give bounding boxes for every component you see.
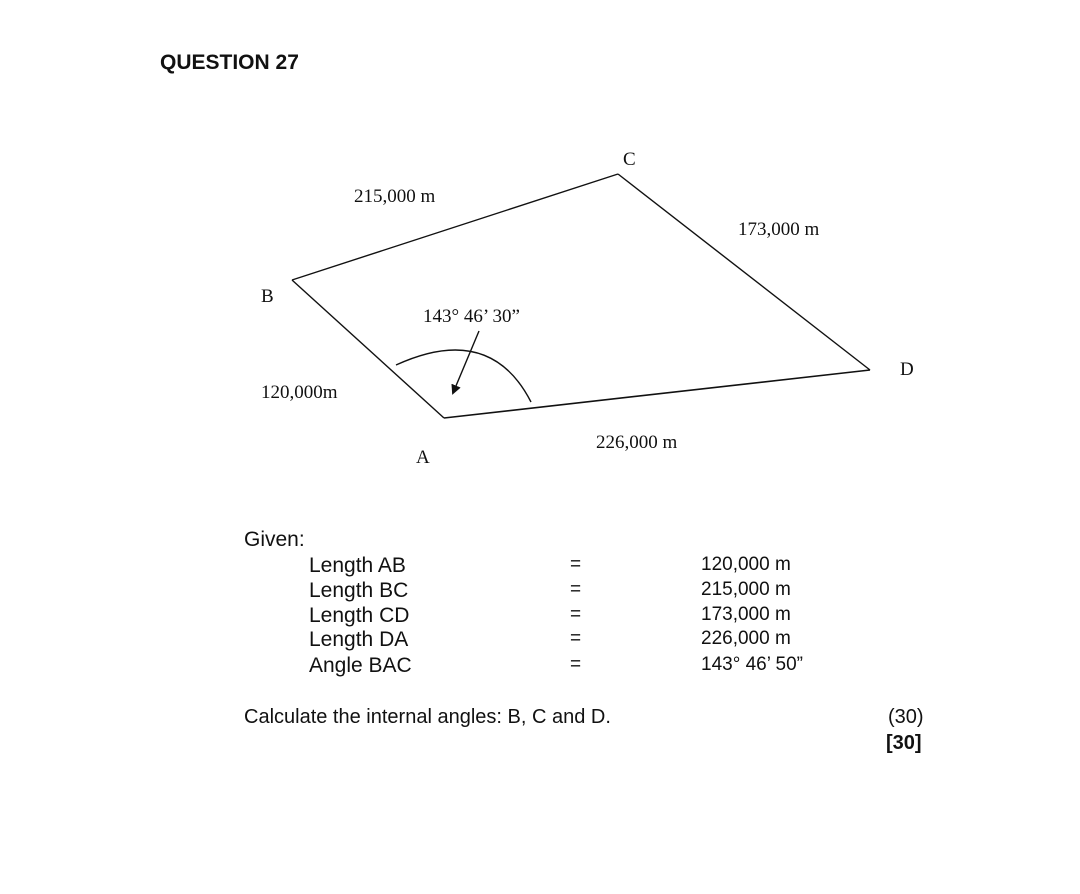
given-value: 226,000 m xyxy=(701,628,791,649)
given-value: 215,000 m xyxy=(701,579,791,600)
given-name: Length AB xyxy=(309,554,406,577)
angle-arc xyxy=(396,350,531,402)
vertex-label-b: B xyxy=(261,286,274,307)
side-bc xyxy=(292,174,618,280)
given-value: 173,000 m xyxy=(701,604,791,625)
angle-label: 143° 46’ 30” xyxy=(423,306,520,327)
side-label-cd: 173,000 m xyxy=(738,219,820,240)
given-row-ab xyxy=(0,554,1080,579)
given-name: Length CD xyxy=(309,604,410,627)
marks-allocation: (30) xyxy=(888,706,924,728)
side-label-bc: 215,000 m xyxy=(354,186,436,207)
given-row-angle-bac xyxy=(0,654,1080,679)
equals-sign: = xyxy=(570,654,582,675)
vertex-label-c: C xyxy=(623,149,636,170)
side-label-ab: 120,000m xyxy=(261,382,338,403)
given-row-cd xyxy=(0,604,1080,629)
side-da xyxy=(444,370,870,418)
question-title: QUESTION 27 xyxy=(160,51,299,74)
given-name: Length DA xyxy=(309,628,409,651)
equals-sign: = xyxy=(570,604,582,625)
total-marks: [30] xyxy=(886,732,922,754)
equals-sign: = xyxy=(570,554,582,575)
vertex-label-a: A xyxy=(416,447,430,468)
equals-sign: = xyxy=(570,579,582,600)
side-cd xyxy=(618,174,870,370)
given-name: Length BC xyxy=(309,579,409,602)
equals-sign: = xyxy=(570,628,582,649)
given-heading: Given: xyxy=(244,528,305,551)
given-row-bc xyxy=(0,579,1080,604)
side-label-da: 226,000 m xyxy=(596,432,678,453)
vertex-label-d: D xyxy=(900,359,914,380)
given-name: Angle BAC xyxy=(309,654,412,677)
given-value: 143° 46’ 50” xyxy=(701,654,803,675)
question-instruction: Calculate the internal angles: B, C and D. xyxy=(244,706,611,728)
given-row-da xyxy=(0,628,1080,653)
angle-arrow xyxy=(453,331,479,393)
given-value: 120,000 m xyxy=(701,554,791,575)
